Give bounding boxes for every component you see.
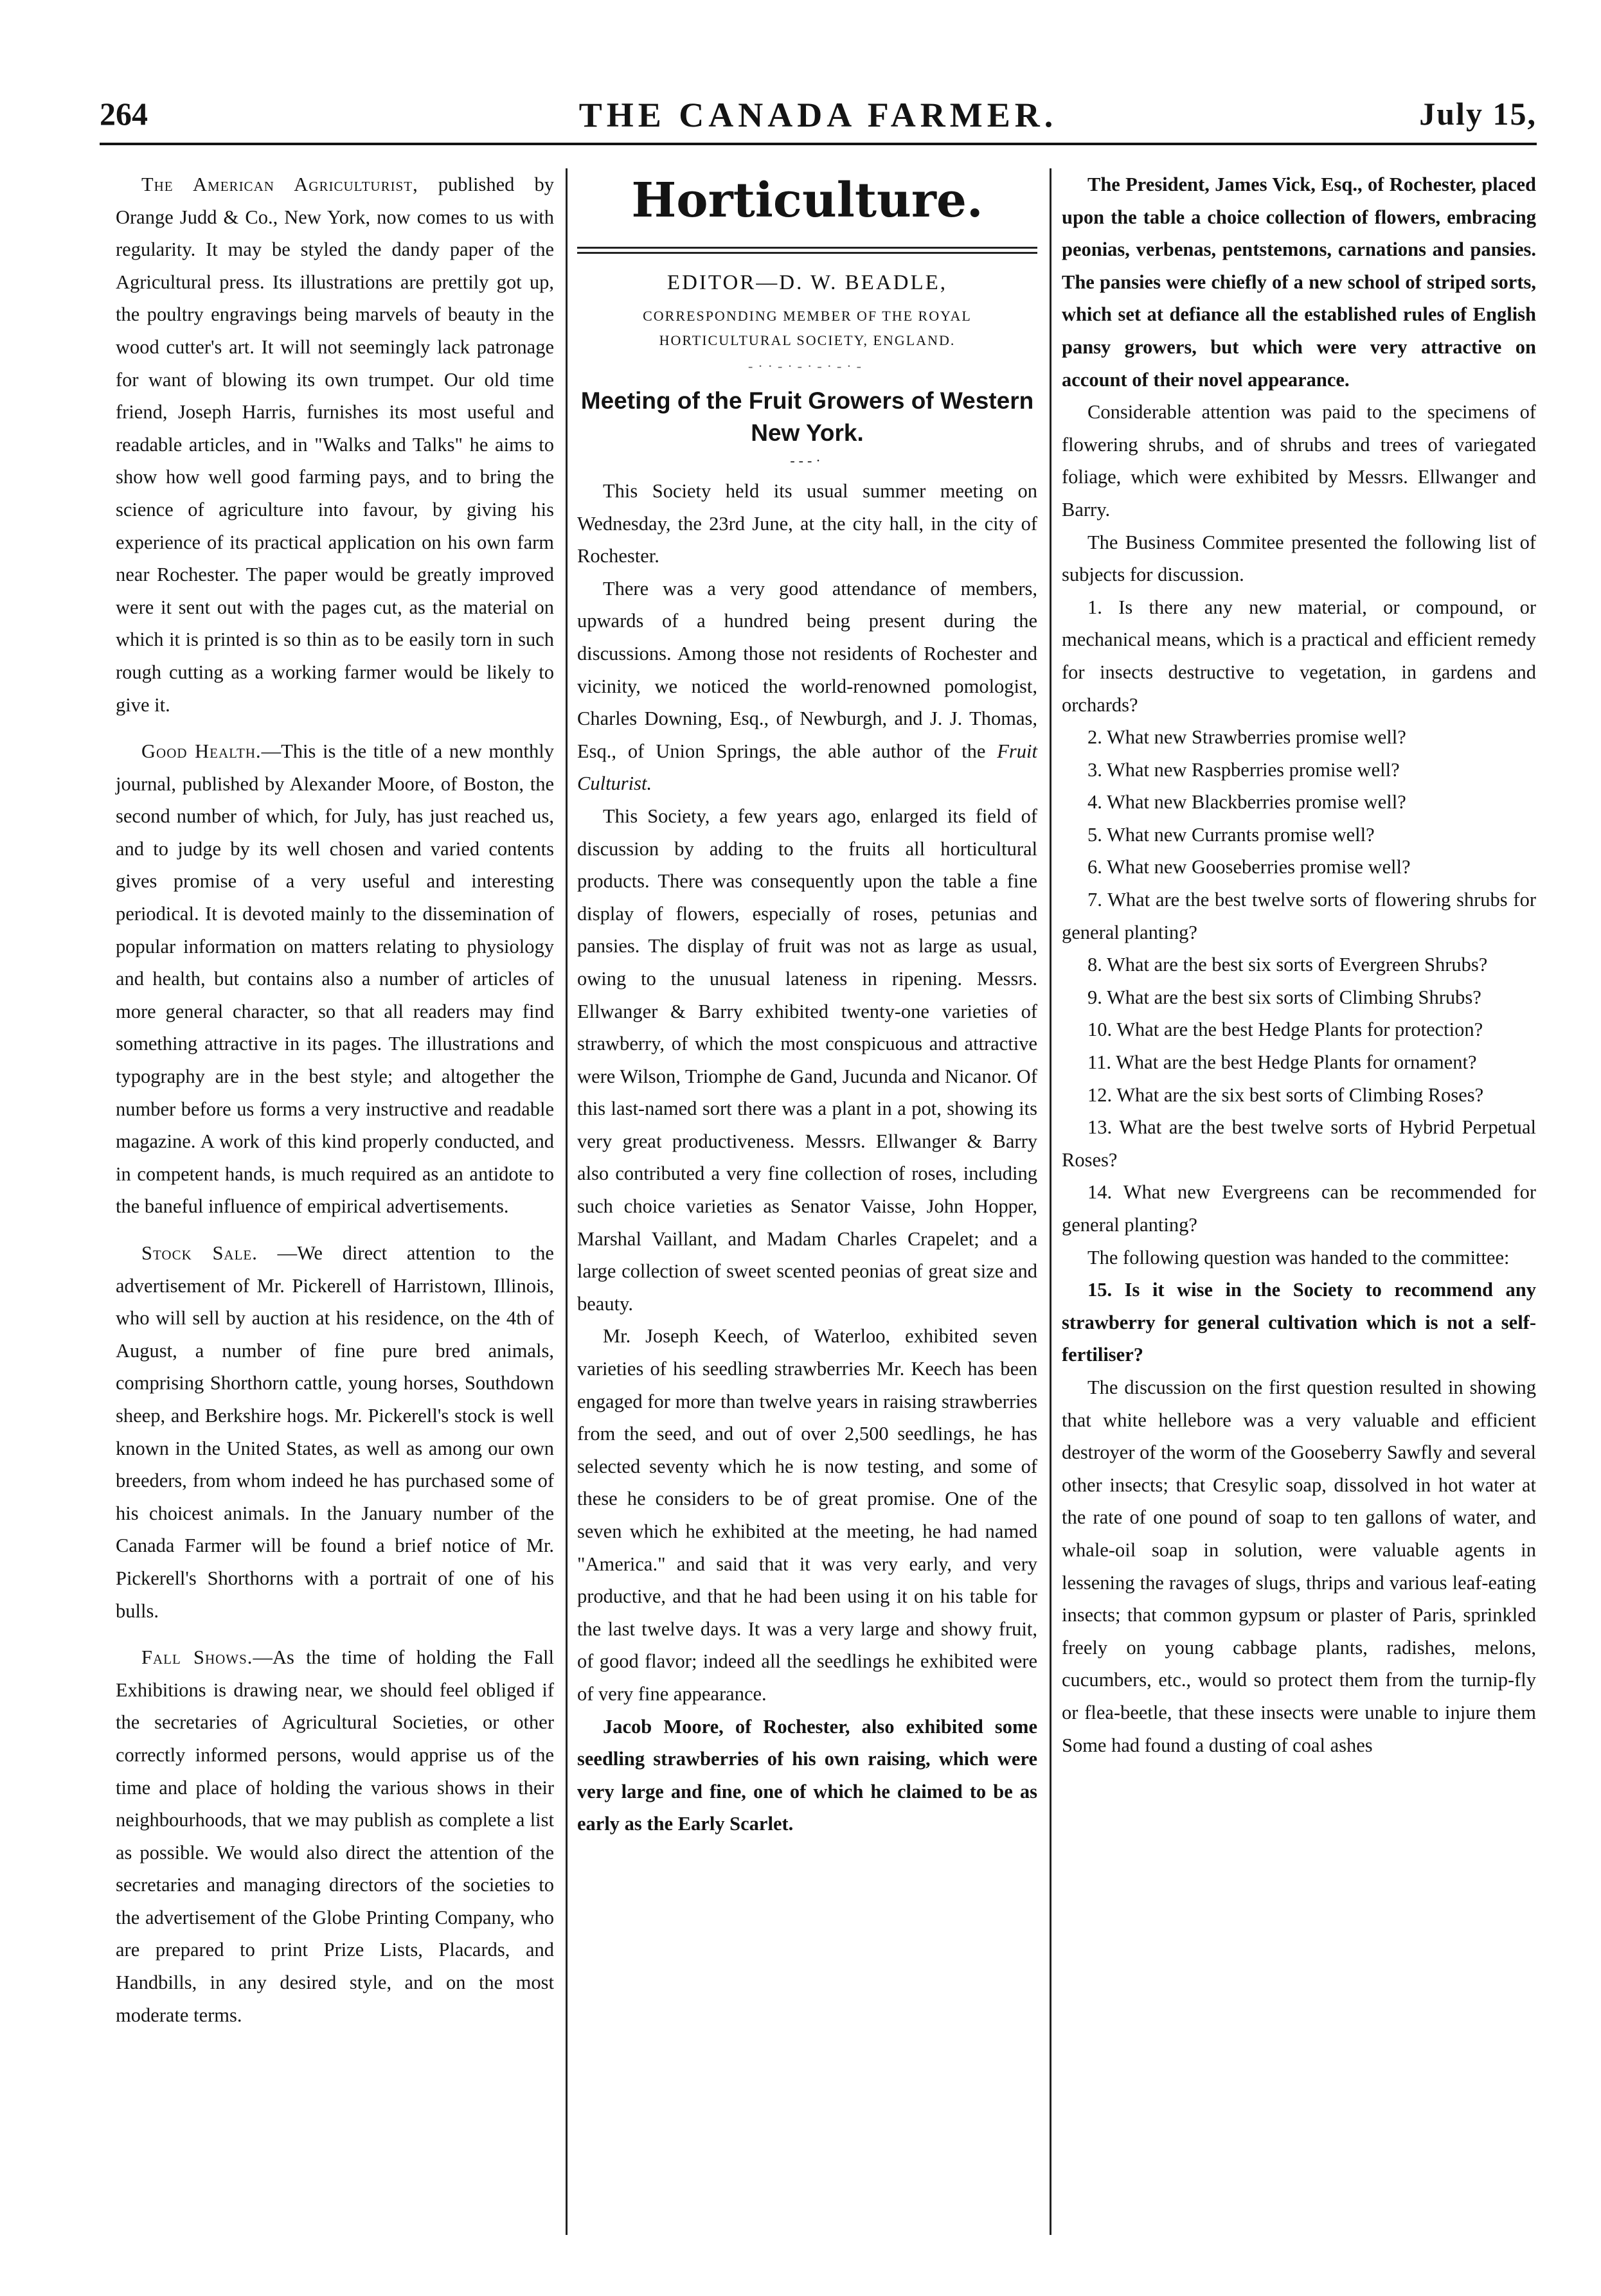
question-item: 8. What are the best six sorts of Evergreen Shrubs?	[1087, 954, 1488, 976]
question-list	[1062, 591, 1536, 1241]
column-middle	[577, 168, 1037, 1840]
question-item: 14. What new Evergreens can be recommended for general planting?	[1062, 1181, 1536, 1236]
article-paragraph: There was a very good attendance of members, upwards of a hundred being present during the discussions. Among those not residents of Rochester and vicinity, we noticed the world-renowned pomologist, Charles Downing, Esq., of Newburgh, and J. J. Thomas, Esq., of Union Springs, the able author of the Fruit Culturist.	[577, 577, 1037, 795]
issue-date: July 15,	[1419, 96, 1537, 132]
article-paragraph: The following question was handed to the committee:	[1087, 1246, 1510, 1268]
question-item: 11. What are the best Hedge Plants for ornament?	[1087, 1051, 1477, 1074]
page-number: 264	[100, 96, 148, 132]
question-item: 2. What new Strawberries promise well?	[1087, 726, 1406, 749]
correspondent-line: CORRESPONDING MEMBER OF THE ROYAL HORTICULTURAL SOCIETY, ENGLAND.	[643, 308, 972, 348]
question-item: 1. Is there any new material, or compound, or mechanical means, which is a practical and efficient remedy for insects destructive to vegetation, in gardens and orchards?	[1062, 596, 1536, 716]
section-rule	[577, 247, 1037, 254]
article-paragraph: The President, James Vick, Esq., of Rochester, placed upon the table a choice collection of flowers, embracing peonias, verbenas, pentstemons, carnations and pansies. The pansies were chiefly of a new school of striped sorts, which set at defiance all the established rules of English pansy growers, but which were very attractive on account of their novel appearance.	[1062, 174, 1536, 391]
question-item: 3. What new Raspberries promise well?	[1087, 758, 1400, 781]
title-dash: ---·	[790, 452, 825, 468]
notice-good-health: Good Health.—This is the title of a new monthly journal, published by Alexander Moore, of Boston, the second number of which, for July, has just reached us, and to judge by its well chosen and varied contents gives promise of a very useful and interesting periodical. It is devoted mainly to the dissemination of popular information on matters relating to physiology and health, but contains also a number of articles of more general character, so that all readers may find something attractive in its pages. The illustrations and typography are in the best style; and altogether the number before us forms a very instructive and readable magazine. A work of this kind properly conducted, and in competent hands, is much required as an antidote to the baneful influence of empirical advertisements.	[116, 740, 554, 1218]
question-item: 15. Is it wise in the Society to recommend any strawberry for general cultivation which is not a self-fertiliser?	[1062, 1279, 1536, 1366]
publication-title: THE CANADA FARMER.	[578, 96, 1058, 134]
question-item: 6. What new Gooseberries promise well?	[1087, 856, 1411, 878]
column-left	[116, 168, 554, 2031]
article-paragraph: Jacob Moore, of Rochester, also exhibited some seedling strawberries of his own raising, which were very large and fine, one of which he claimed to be as early as the Early Scarlet.	[577, 1715, 1037, 1835]
question-item: 12. What are the six best sorts of Climbing Roses?	[1087, 1083, 1484, 1106]
article-paragraph: The discussion on the first question resulted in showing that white hellebore was a very valuable and efficient destroyer of the worm of the Gooseberry Sawfly and several other insects; that Cresylic soap, dissolved in hot water at the rate of one pound of soap to ten gallons of water, and whale-oil soap in solution, were valuable agents in lessening the ravages of slugs, thrips and various leaf-eating insects; that common gypsum or plaster of Paris, sprinkled freely on young cabbage plants, radishes, melons, cucumbers, etc., would so protect them from the turnip-fly or flea-beetle, that these insects were unable to injure them Some had found a dusting of coal ashes	[1062, 1376, 1536, 1756]
article-paragraph: The Business Commitee presented the following list of subjects for discussion.	[1062, 531, 1536, 586]
notice-stock-sale: Stock Sale. —We direct attention to the advertisement of Mr. Pickerell of Harristown, Illinois, who will sell by auction at his residence, on the 4th of August, a number of fine pure bred animals, comprising Shorthorn cattle, young horses, Southdown sheep, and Berkshire hogs. Mr. Pickerell's stock is well known in the United States, as well as among our own breeders, from whom indeed he has purchased some of his choicest animals. In the January number of the Canada Farmer will be found a brief notice of Mr. Pickerell's Shorthorns with a portrait of one of his bulls.	[116, 1242, 554, 1622]
notice-fall-shows: Fall Shows.—As the time of holding the Fall Exhibitions is drawing near, we should feel obliged if the secretaries of Agricultural Societies, or other correctly informed persons, would apprise us of the time and place of holding the various shows in their neighbourhoods, that we may publish as complete a list as possible. We would also direct the attention of the secretaries and managing directors of the societies to the advertisement of the Globe Printing Company, who are prepared to print Prize Lists, Placards, and Handbills, in any desired style, and on the most moderate terms.	[116, 1646, 554, 2026]
article-title: Meeting of the Fruit Growers of Western New York.	[580, 387, 1034, 446]
column-right	[1062, 168, 1536, 1761]
notice-american-agriculturist: The American Agriculturist, published by Orange Judd & Co., New York, now comes to us with regularity. It may be styled the dandy paper of the Agricultural press. Its illustrations are prettily got up, the poultry engravings being marvels of beauty in the wood cutter's art. It will not seemingly lack patronage for want of blowing its own trumpet. Our old time friend, Joseph Harris, furnishes its most useful and readable articles, and in "Walks and Talks" he aims to show how well good farming pays, and to bring the science of agriculture into favour, by giving his experience of its practical application on his own farm near Rochester. The paper would be greatly improved were it sent out with the pages cut, as the material on which it is printed is so thin as to be easily torn in such rough cutting as a working farmer would be likely to give it.	[116, 174, 554, 716]
article-paragraph: Considerable attention was paid to the specimens of flowering shrubs, and of shrubs and trees of variegated foliage, which were exhibited by Messrs. Ellwanger and Barry.	[1062, 401, 1536, 521]
page-header	[100, 95, 1537, 140]
question-item: 7. What are the best twelve sorts of flowering shrubs for general planting?	[1062, 889, 1536, 943]
ornamental-dash: -··-·-·-·-·-	[748, 358, 866, 374]
question-item: 9. What are the best six sorts of Climbing Shrubs?	[1087, 986, 1481, 1008]
question-item: 10. What are the best Hedge Plants for protection?	[1087, 1019, 1483, 1041]
section-title: Horticulture.	[631, 173, 983, 228]
editor-line: EDITOR—D. W. BEADLE,	[666, 271, 948, 294]
article-paragraph: This Society, a few years ago, enlarged its field of discussion by adding to the fruits all horticultural products. There was consequently upon the table a fine display of flowers, especially of roses, petunias and pansies. The display of fruit was not as large as usual, owing to the unusual lateness in ripening. Messrs. Ellwanger & Barry exhibited twenty-one varieties of strawberry, of which the most conspicuous and attractive were Wilson, Triomphe de Gand, Jucunda and Nicanor. Of this last-named sort there was a plant in a pot, showing its very great productiveness. Messrs. Ellwanger & Barry also contributed a very fine collection of roses, including such choice varieties as Senator Vaisse, John Hopper, Marshal Vaillant, and Madam Charles Crapelet; and a large collection of sweet scented peonias of great size and beauty.	[577, 805, 1037, 1315]
header-rule	[100, 143, 1537, 145]
column-divider-2	[1050, 168, 1051, 2235]
question-item: 13. What are the best twelve sorts of Hybrid Perpetual Roses?	[1062, 1116, 1536, 1171]
article-paragraph: This Society held its usual summer meeting on Wednesday, the 23rd June, at the city hall, in the city of Rochester.	[577, 480, 1037, 567]
column-divider-1	[566, 168, 568, 2235]
article-paragraph: Mr. Joseph Keech, of Waterloo, exhibited seven varieties of his seedling strawberries Mr. Keech has been engaged for more than twelve years in raising strawberries from the seed, and out of over 2,500 seedlings, he has selected seventy which he is now testing, and some of these he considers to be of great promise. One of the seven which he exhibited at the meeting, he had named "America." and said that it was very early, and very productive, and that he had been using it on his table for the last twelve days. It was a very large and showy fruit, of good flavor; indeed all the seedlings he exhibited were of very fine appearance.	[577, 1325, 1037, 1705]
question-item: 5. What new Currants promise well?	[1087, 823, 1375, 846]
question-item: 4. What new Blackberries promise well?	[1087, 791, 1406, 814]
